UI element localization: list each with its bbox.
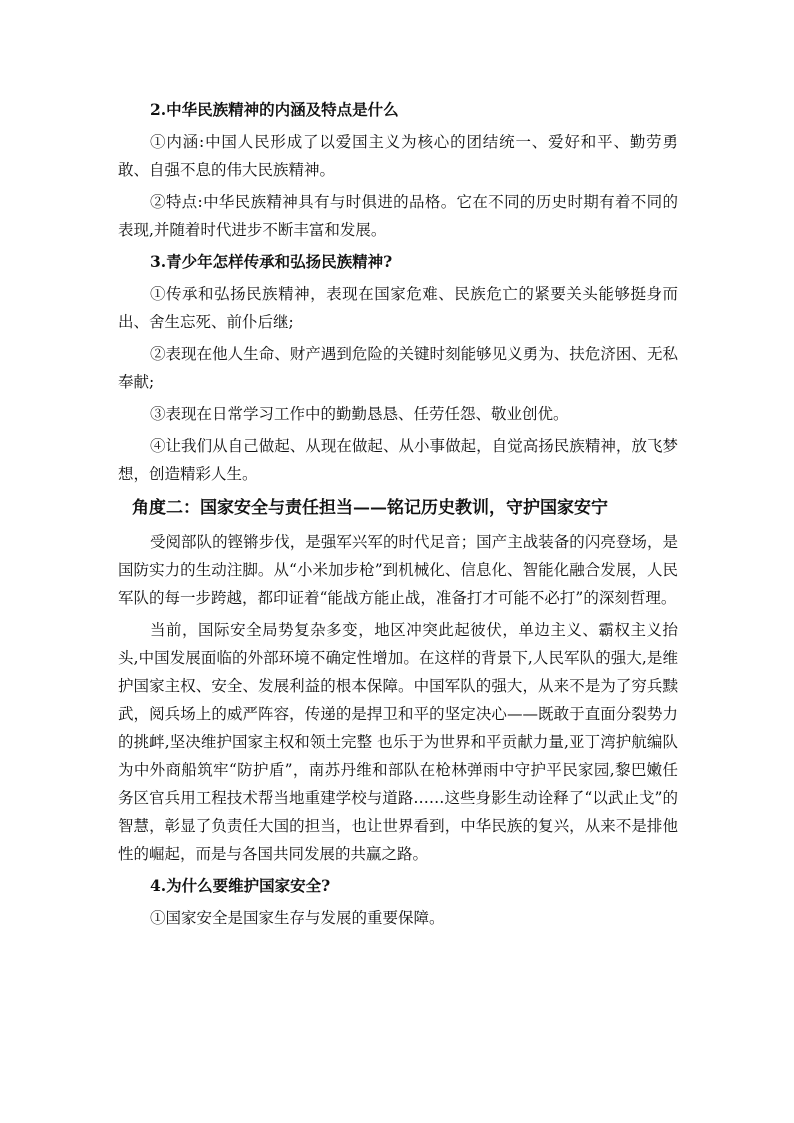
answer-point-2: ②表现在他人生命、财产遇到危险的关键时刻能够见义勇为、扶危济困、无私奉献; (118, 345, 678, 391)
answer-point-4: ④让我们从自己做起、从现在做起、从小事做起，自觉高扬民族精神，放飞梦想，创造精彩人生。 (118, 437, 678, 483)
question-heading-3: 3.青少年怎样传承和弘扬民族精神? (150, 252, 393, 271)
answer-security-point-1: ①国家安全是国家生存与发展的重要保障。 (150, 909, 445, 927)
answer-point-1: ①传承和弘扬民族精神，表现在国家危难、民族危亡的紧要关头能够挺身而出、舍生忘死、前仆后继; (118, 285, 678, 331)
body-paragraph-parade: 受阅部队的铿锵步伐，是强军兴军的时代足音；国产主战装备的闪亮登场，是国防实力的生动注脚。从“小米加步枪”到机械化、信息化、智能化融合发展，人民军队的每一步跨越，都印证着“能战方能止战，准备打才可能不必打”的深刻哲理。 (118, 533, 678, 607)
question-heading-2: 2.中华民族精神的内涵及特点是什么 (150, 100, 399, 119)
document-body (118, 96, 678, 936)
question-heading-4: 4.为什么要维护国家安全? (150, 876, 331, 895)
section-title-angle-two: 角度二：国家安全与责任担当——铭记历史教训，守护国家安宁 (132, 498, 608, 518)
answer-point-3: ③表现在日常学习工作中的勤勤恳恳、任劳任怨、敬业创优。 (150, 405, 569, 423)
answer-connotation: ①内涵:中国人民形成了以爱国主义为核心的团结统一、爱好和平、勤劳勇敢、自强不息的伟大民族精神。 (118, 133, 678, 179)
body-paragraph-security: 当前，国际安全局势复杂多变，地区冲突此起彼伏，单边主义、霸权主义抬头,中国发展面临的外部环境不确定性增加。在这样的背景下,人民军队的强大,是维护国家主权、安全、发展利益的根本保障。中国军队的强大，从来不是为了穷兵黩武，阅兵场上的威严阵容，传递的是捍卫和平的坚定决心——既敢于直面分裂势力的挑衅,坚决维护国家主权和领土完整 也乐于为世界和平贡献力量,亚丁湾护航编队为中外商船筑牢“防护盾”，南苏丹维和部队在枪林弹雨中守护平民家园,黎巴嫩任务区官兵用工程技术帮当地重建学校与道路……这些身影生动诠释了“以武止戈”的智慧，彰显了负责任大国的担当，也让世界看到，中华民族的复兴，从来不是排他性的崛起，而是与各国共同发展的共赢之路。 (118, 621, 678, 863)
answer-characteristics: ②特点:中华民族精神具有与时俱进的品格。它在不同的历史时期有着不同的表现,并随着时代进步不断丰富和发展。 (118, 193, 678, 239)
